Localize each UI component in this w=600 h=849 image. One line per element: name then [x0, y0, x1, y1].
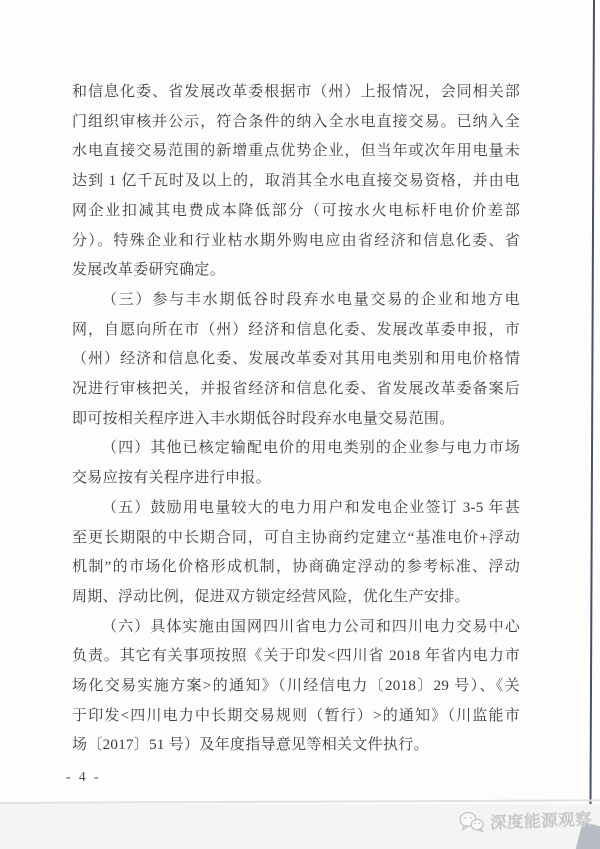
watermark-label: 深度能源观察: [489, 810, 593, 833]
document-line: 况进行审核把关，并报省经济和信息化委、省发展改革委备案后: [72, 381, 520, 398]
document-line: 场化交易实施方案>的通知》（川经信电力〔2018〕29 号）、《关: [72, 678, 520, 695]
document-line: 于印发<四川电力中长期交易规则（暂行）>的通知》（川监能市: [72, 707, 520, 724]
document-line: 发展改革委研究确定。: [72, 262, 226, 279]
document-line: 达到 1 亿千瓦时及以上的，取消其全水电直接交易资格，并由电: [72, 173, 520, 190]
document-line: 分）。特殊企业和行业枯水期外购电应由省经济和信息化委、省: [72, 232, 520, 249]
document-body: [72, 78, 520, 761]
document-line: （四）其他已核定输配电价的用电类别的企业参与电力市场: [102, 440, 520, 457]
document-line: 至更长期限的中长期合同，可自主协商约定建立“基准电价+浮动: [72, 529, 520, 546]
document-line: 负责。其它有关事项按照《关于印发<四川省 2018 年省内电力市: [72, 648, 520, 665]
page-number: - 4 -: [66, 769, 101, 784]
document-line: （三）参与丰水期低谷时段弃水电量交易的企业和地方电: [102, 291, 520, 308]
document-line: 周期、浮动比例，促进双方锁定经营风险，优化生产安排。: [72, 588, 470, 605]
wechat-icon: [458, 811, 486, 834]
document-line: 门组织审核并公示，符合条件的纳入全水电直接交易。已纳入全: [72, 113, 520, 130]
watermark: [458, 805, 593, 834]
document-line: 即可按相关程序进入丰水期低谷时段弃水电量交易范围。: [72, 410, 455, 427]
document-line: （五）鼓励用电量较大的电力用户和发电企业签订 3-5 年甚: [102, 499, 520, 516]
document-line: （六）具体实施由国网四川省电力公司和四川电力交易中心: [102, 618, 520, 635]
document-line: 和信息化委、省发展改革委根据市（州）上报情况，会同相关部: [72, 84, 520, 100]
document-line: 水电直接交易范围的新增重点优势企业，但当年或次年用电量未: [72, 143, 520, 160]
scan-edge-line: [589, 0, 595, 806]
document-line: 交易应按有关程序进行申报。: [72, 470, 271, 487]
document-line: 网企业扣减其电费成本降低部分（可按水火电标杆电价价差部: [72, 202, 520, 219]
document-line: 网，自愿向所在市（州）经济和信息化委、发展改革委申报，市: [72, 321, 520, 338]
document-line: 场〔2017〕51 号）及年度指导意见等相关文件执行。: [72, 737, 429, 754]
document-line: 机制”的市场化价格形成机制，协商确定浮动的参考标准、浮动: [72, 559, 520, 576]
document-line: （州）经济和信息化委、发展改革委对其用电类别和用电价格情: [72, 351, 520, 368]
